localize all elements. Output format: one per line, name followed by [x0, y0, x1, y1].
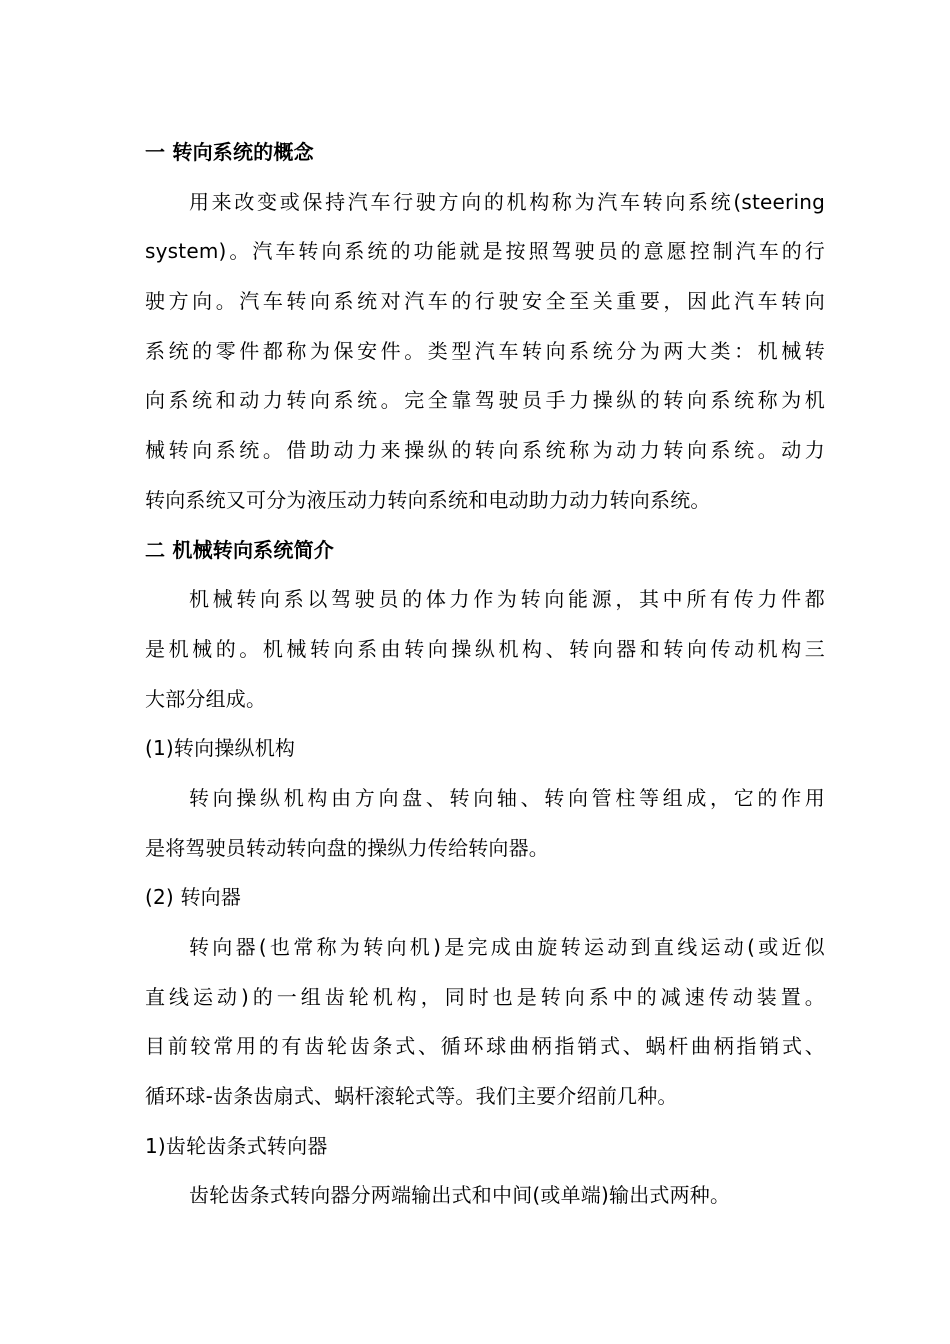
paragraph-line: 系统的零件都称为保安件。类型汽车转向系统分为两大类：机械转: [145, 338, 825, 363]
paragraph-line: 循环球-齿条齿扇式、蜗杆滚轮式等。我们主要介绍前几种。: [145, 1084, 678, 1109]
paragraph-line: 用来改变或保持汽车行驶方向的机构称为汽车转向系统(steering: [189, 189, 825, 214]
paragraph-line: 大部分组成。: [145, 686, 267, 711]
paragraph-line: 械转向系统。借助动力来操纵的转向系统称为动力转向系统。动力: [145, 438, 825, 463]
paragraph-line: 是机械的。机械转向系由转向操纵机构、转向器和转向传动机构三: [145, 636, 825, 661]
paragraph-line: 转向系统又可分为液压动力转向系统和电动助力动力转向系统。: [145, 487, 711, 512]
paragraph-line: 转向操纵机构由方向盘、转向轴、转向管柱等组成，它的作用: [189, 785, 825, 810]
paragraph-line: system)。汽车转向系统的功能就是按照驾驶员的意愿控制汽车的行: [145, 239, 825, 264]
paragraph-line: 机械转向系以驾驶员的体力作为转向能源，其中所有传力件都: [189, 587, 825, 612]
subheading-rack-and-pinion: 1)齿轮齿条式转向器: [145, 1133, 328, 1158]
paragraph-line: 转向器(也常称为转向机)是完成由旋转运动到直线运动(或近似: [189, 935, 825, 959]
subheading-steering-control-mechanism: (1)转向操纵机构: [145, 736, 296, 761]
paragraph-line: 是将驾驶员转动转向盘的操纵力传给转向器。: [145, 835, 549, 860]
paragraph-line: 目前较常用的有齿轮齿条式、循环球曲柄指销式、蜗杆曲柄指销式、: [145, 1034, 825, 1059]
paragraph-line: 向系统和动力转向系统。完全靠驾驶员手力操纵的转向系统称为机: [145, 388, 825, 413]
section-heading-steering-concept: 一 转向系统的概念: [145, 140, 314, 164]
paragraph-line: 齿轮齿条式转向器分两端输出式和中间(或单端)输出式两种。: [189, 1183, 731, 1208]
section-heading-mechanical-steering: 二 机械转向系统简介: [145, 537, 334, 562]
paragraph-line: 直线运动)的一组齿轮机构，同时也是转向系中的减速传动装置。: [145, 984, 825, 1009]
paragraph-line: 驶方向。汽车转向系统对汽车的行驶安全至关重要，因此汽车转向: [145, 289, 825, 314]
document-page: [145, 128, 825, 1221]
subheading-steering-gear: (2) 转向器: [145, 885, 242, 910]
